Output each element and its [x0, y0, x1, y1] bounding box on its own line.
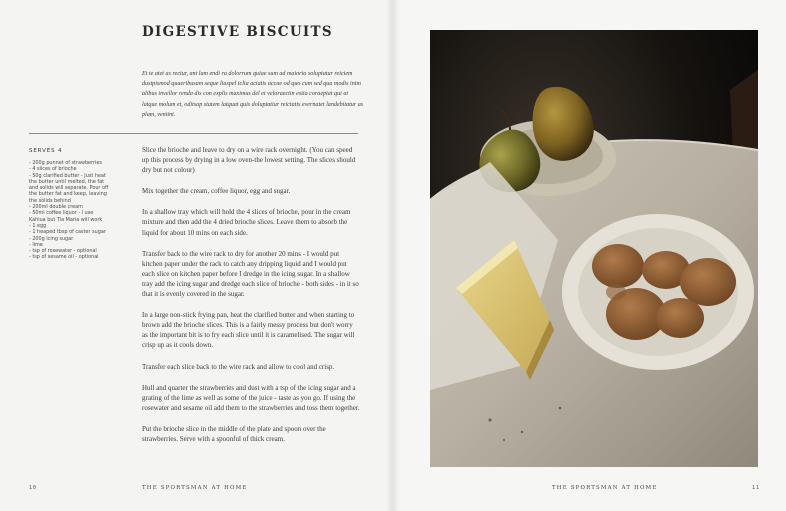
- method-step: Transfer each slice back to the wire rack and allow to cool and crisp.: [142, 362, 335, 371]
- divider-rule: [29, 133, 358, 134]
- method-step: Put the brioche slice in the middle of the plate and spoon over the strawberries. Serve with a spoonful of thick cream.: [142, 424, 326, 443]
- method-step: Hull and quarter the strawberries and dust with a tsp of the icing sugar and a grating of the lime as well as some of the juice - taste as you go. If using the rosewater and sesame oil add them to the strawberries and toss them together.: [142, 383, 360, 412]
- photo-illustration: [430, 30, 758, 467]
- ingredient-item: - 200g icing sugar: [29, 235, 74, 242]
- page-number-left: 10: [29, 485, 37, 491]
- ingredient-item: - 4 slices of brioche: [29, 166, 77, 173]
- serves-label: SERVES 4: [29, 148, 63, 154]
- ingredient-item: - 50ml coffee liquor - I use Kahlua but Tia Maria will work: [29, 210, 103, 223]
- method-step: In a shallow tray which will hold the 4 slices of brioche, pour in the cream mixture and then add the 4 dried brioche slices. Leave them to absorb the liquid for about 10 mins on each side.: [142, 208, 351, 237]
- method-text: [142, 145, 360, 455]
- ingredient-item: - 50g clarified butter - Just heat the butter until melted, the fat and solids will separate. Pour off the butter fat and keep, leaving the solids behind: [29, 172, 109, 204]
- still-life-photo: [430, 30, 758, 467]
- ingredient-item: - tsp of rosewater - optional: [29, 248, 97, 255]
- method-step: Slice the brioche and leave to dry on a wire rack overnight. (You can speed up this process by drying in a low oven-the lowest setting. The slices should dry but not colour): [142, 146, 356, 175]
- ingredient-item: - 1 egg: [29, 222, 47, 229]
- ingredient-item: - 200g punnet of strawberries: [29, 160, 102, 166]
- ingredient-list: [29, 160, 111, 261]
- ingredient-item: - lime: [29, 241, 43, 248]
- recipe-title: DIGESTIVE BISCUITS: [142, 24, 333, 40]
- ingredient-item: - tsp of sesame oil - optional: [29, 254, 99, 261]
- method-step: Mix together the cream, coffee liquor, egg and sugar.: [142, 187, 291, 196]
- method-step: Transfer back to the wire rack to dry for another 20 mins - I would put kitchen paper under the rack to catch any dripping liquid and I would put each slice on kitchen paper before I dredge in the icing sugar. In a shallow tray add the icing sugar and dredge each slice of brioche - both sides - in it so that it is evenly covered in the sugar.: [142, 249, 359, 299]
- page-number-right: 11: [752, 485, 760, 491]
- ingredient-item: - 200ml double cream: [29, 204, 83, 211]
- running-footer-right: THE SPORTSMAN AT HOME: [552, 485, 658, 491]
- running-footer-left: THE SPORTSMAN AT HOME: [142, 485, 248, 491]
- method-step: In a large non-stick frying pan, heat the clarified butter and when starting to brown add the brioche slices. This is a fairly messy process but don't worry as the important bit is to fry each slice until it is caramelised. The sugar will crisp up as it cools down.: [142, 311, 355, 350]
- book-gutter: [386, 0, 400, 511]
- ingredient-item: - 1 heaped tbsp of caster sugar: [29, 229, 106, 236]
- recipe-intro: Et te atet as rectur, ant lam endi ra dolorrum quiae sum ad maioria soluptatur reiciem dustpismod quaeribusam seque liaspel iclia aciatis accae od quo cum sed qua modis inim alibus invellor renda dis con explis maximus del et veloraectin estia coraeptat qui at latque molum et, oditsap statem latquat quis doluptatiur reictatis evernatet landebitatur as plam, ventint.: [142, 71, 364, 118]
